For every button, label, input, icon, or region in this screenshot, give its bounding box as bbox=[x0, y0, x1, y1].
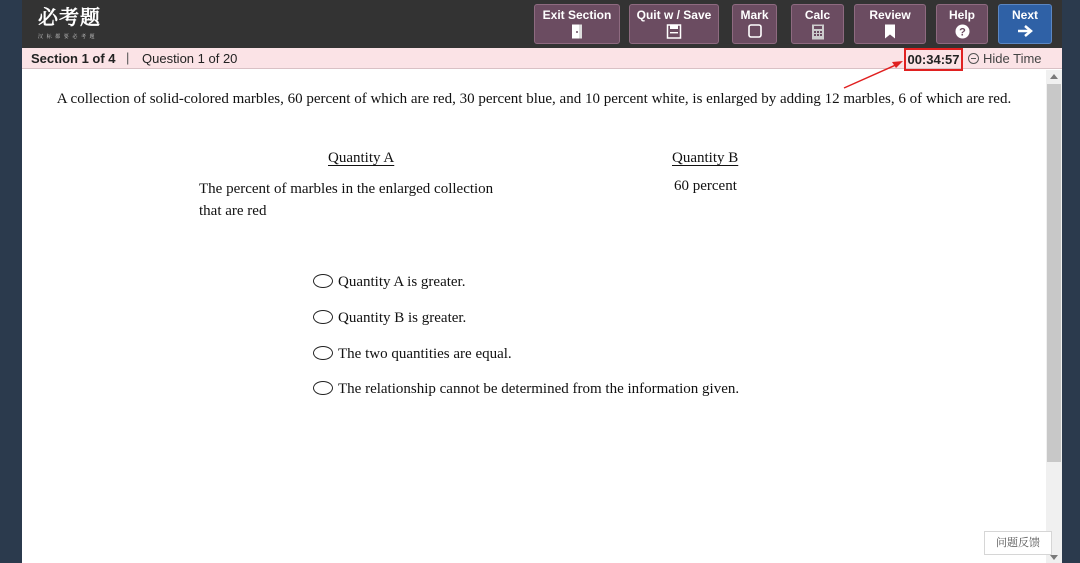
answer-choice[interactable] bbox=[313, 308, 466, 328]
next-label: Next bbox=[1011, 8, 1038, 22]
radio-button[interactable] bbox=[313, 346, 333, 360]
minus-circle-icon bbox=[968, 53, 979, 64]
quantity-b-heading: Quantity B bbox=[672, 150, 739, 166]
save-icon bbox=[666, 24, 682, 39]
status-bar bbox=[22, 48, 1062, 69]
answer-choice[interactable] bbox=[313, 379, 739, 399]
section-indicator: Section 1 of 4 bbox=[31, 51, 116, 66]
exit-section-label: Exit Section bbox=[542, 8, 612, 22]
svg-text:?: ? bbox=[958, 26, 966, 39]
countdown-timer: 00:34:57 bbox=[904, 48, 963, 71]
hide-time-label: Hide Time bbox=[983, 51, 1042, 66]
mark-label: Mark bbox=[740, 8, 769, 22]
question-stem: A collection of solid-colored marbles, 60 percent of which are red, 30 percent blue, and 10 percent white, is enlarged by adding 12 marbles, 6 of which are red. bbox=[56, 91, 1012, 107]
quantity-b-text: 60 percent bbox=[674, 178, 737, 194]
scroll-up-icon[interactable] bbox=[1050, 74, 1058, 79]
answer-choice-label: Quantity A is greater. bbox=[338, 274, 466, 290]
answer-choice[interactable] bbox=[313, 272, 465, 292]
test-window bbox=[22, 0, 1062, 563]
checkbox-icon bbox=[748, 24, 762, 38]
quit-save-label: Quit w / Save bbox=[636, 8, 712, 22]
review-button[interactable] bbox=[854, 4, 926, 44]
scrollbar-thumb[interactable] bbox=[1047, 84, 1061, 462]
calc-button[interactable] bbox=[791, 4, 844, 44]
door-exit-icon bbox=[571, 24, 583, 39]
answer-choice-label: The relationship cannot be determined from the information given. bbox=[338, 381, 740, 397]
feedback-button[interactable]: 问题反馈 bbox=[984, 531, 1052, 555]
radio-button[interactable] bbox=[313, 310, 333, 324]
question-circle-icon bbox=[955, 24, 970, 39]
bookmark-icon bbox=[884, 24, 896, 39]
logo-subtext: 汉 标 都 要 必 考 题 bbox=[38, 34, 96, 40]
review-label: Review bbox=[869, 8, 911, 22]
answer-choice-label: The two quantities are equal. bbox=[338, 346, 512, 362]
calc-label: Calc bbox=[804, 8, 831, 22]
quantity-a-heading: Quantity A bbox=[328, 150, 395, 166]
mark-button[interactable] bbox=[732, 4, 777, 44]
vertical-scrollbar[interactable] bbox=[1046, 70, 1062, 563]
question-pane bbox=[22, 70, 1046, 563]
logo-text: 必考题 bbox=[38, 5, 101, 29]
app-logo bbox=[38, 5, 101, 40]
calculator-icon bbox=[811, 24, 825, 40]
answer-choice[interactable] bbox=[313, 344, 512, 364]
radio-button[interactable] bbox=[313, 274, 333, 288]
help-label: Help bbox=[948, 8, 975, 22]
question-indicator: Question 1 of 20 bbox=[142, 51, 238, 66]
exit-section-button[interactable] bbox=[534, 4, 620, 44]
radio-button[interactable] bbox=[313, 381, 333, 395]
top-toolbar bbox=[22, 0, 1062, 48]
arrow-right-icon bbox=[1017, 24, 1033, 38]
hide-time-toggle[interactable] bbox=[968, 51, 1042, 66]
answer-choice-label: Quantity B is greater. bbox=[338, 310, 467, 326]
next-button[interactable] bbox=[998, 4, 1052, 44]
help-button[interactable] bbox=[936, 4, 988, 44]
status-separator: | bbox=[126, 50, 130, 65]
quantity-a-text: The percent of marbles in the enlarged collection that are red bbox=[199, 181, 494, 219]
scroll-down-icon[interactable] bbox=[1050, 555, 1058, 560]
quit-save-button[interactable] bbox=[629, 4, 719, 44]
